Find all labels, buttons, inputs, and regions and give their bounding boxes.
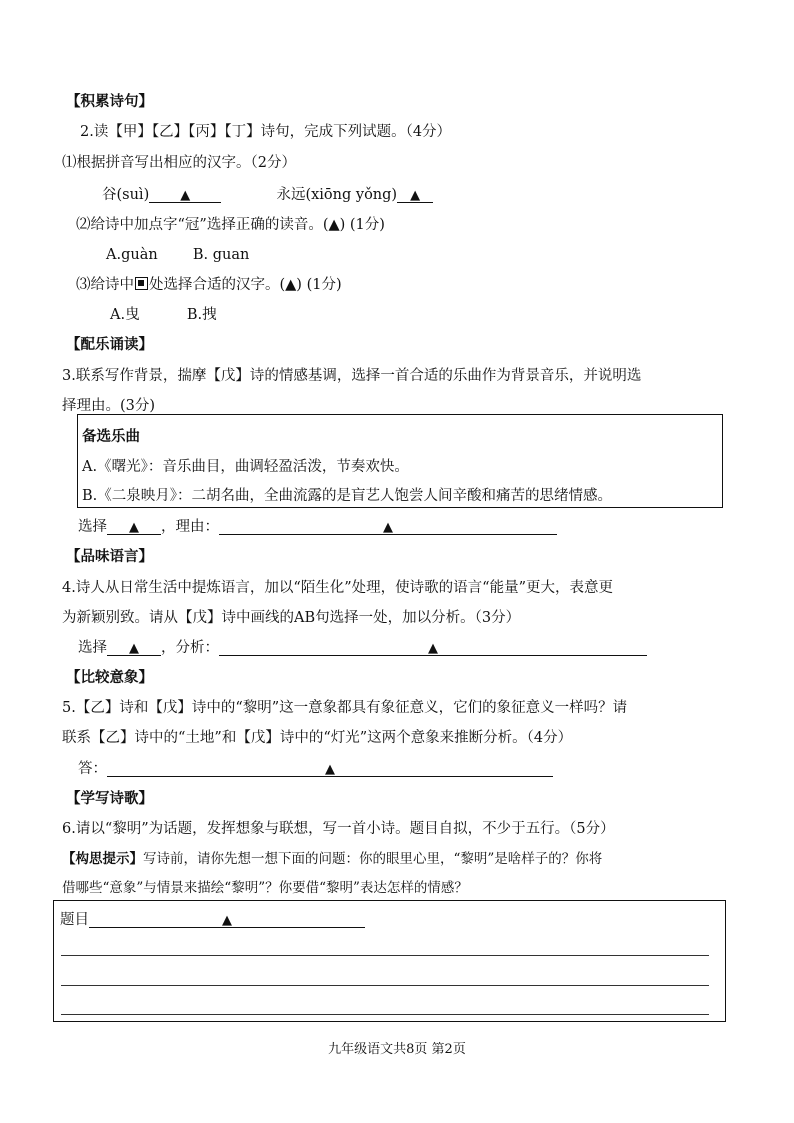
choice-blank[interactable]	[107, 638, 161, 656]
q2-part1: ⑴根据拼音写出相应的汉字。（2分）	[62, 155, 296, 171]
q2-part3-options	[110, 305, 217, 325]
blank-triangle-icon: ▲	[428, 641, 438, 656]
section-heading: 【品味语言】	[66, 548, 153, 565]
section-heading: 【比较意象】	[66, 669, 153, 686]
q6-hint2: 借哪些“意象”与情景来描绘“黎明”？你要借“黎明”表达怎样的情感？	[62, 880, 468, 896]
q4-answer-row	[78, 638, 647, 658]
q2-part3-text: ⑶给诗中	[76, 277, 134, 293]
q2-part2-options	[106, 245, 249, 265]
blank-triangle-icon: ▲	[383, 520, 393, 535]
q2-part3-text2: 处选择合适的汉字。(▲) (1分)	[149, 277, 342, 293]
q5-line2: 联系【乙】诗中的“土地”和【戊】诗中的“灯光”这两个意象来推断分析。（4分）	[62, 730, 573, 746]
blank-triangle-icon: ▲	[129, 641, 139, 656]
title-row	[60, 910, 365, 930]
answer-blank[interactable]	[149, 185, 221, 203]
section-heading: 【配乐诵读】	[66, 336, 153, 353]
q2-title: 2.读【甲】【乙】【丙】【丁】诗句，完成下列试题。（4分）	[80, 124, 452, 140]
box-title: 备选乐曲	[82, 428, 140, 445]
q6-line1: 6.请以“黎明”为话题，发挥想象与联想，写一首小诗。题目自拟，不少于五行。（5分）	[62, 821, 615, 837]
q4-line2: 为新颖别致。请从【戊】诗中画线的AB句选择一处，加以分析。（3分）	[62, 610, 521, 626]
page-footer: 九年级语文共8页 第2页	[328, 1042, 466, 1057]
music-option-b: B.《二泉映月》：二胡名曲，全曲流露的是盲艺人饱尝人间辛酸和痛苦的思绪情感。	[82, 488, 613, 504]
blank-triangle-icon: ▲	[222, 913, 232, 928]
q5-line1: 5.【乙】诗和【戊】诗中的“黎明”这一意象都具有象征意义，它们的象征意义一样吗？请	[62, 700, 628, 716]
q2-word1: 谷(suì)	[102, 187, 150, 203]
q2-part3	[76, 275, 342, 295]
option-b[interactable]: B. guan	[192, 247, 250, 263]
writing-line[interactable]	[61, 1014, 709, 1015]
reason-blank[interactable]	[219, 517, 557, 535]
q5-answer-row	[78, 759, 553, 779]
choice-blank[interactable]	[107, 517, 161, 535]
section-heading: 【学写诗歌】	[66, 790, 153, 807]
title-label: 题目	[60, 912, 89, 928]
title-blank[interactable]	[89, 910, 365, 928]
answer-blank[interactable]	[107, 759, 553, 777]
q2-word2: 永远(xiōng yǒng)	[276, 187, 398, 203]
choose-label: 选择	[78, 519, 107, 535]
blank-triangle-icon: ▲	[410, 188, 421, 203]
reason-label: ，理由：	[161, 519, 219, 535]
analysis-blank[interactable]	[219, 638, 647, 656]
q4-line1: 4.诗人从日常生活中提炼语言，加以“陌生化”处理，使诗歌的语言“能量”更大，表意更	[62, 580, 613, 596]
q2-pinyin-row	[102, 185, 433, 205]
blank-triangle-icon: ▲	[180, 188, 191, 203]
q3-answer-row	[78, 517, 557, 537]
blank-triangle-icon: ▲	[129, 520, 139, 535]
q3-line2: 择理由。(3分)	[62, 398, 156, 414]
writing-line[interactable]	[61, 955, 709, 956]
blank-triangle-icon: ▲	[325, 762, 335, 777]
answer-blank[interactable]	[397, 185, 433, 203]
hint-text: 写诗前，请你先想一想下面的问题：你的眼里心里，“黎明”是啥样子的？你将	[143, 851, 603, 867]
hint-label: 【构思提示】	[62, 851, 143, 867]
option-a[interactable]: A.曳	[110, 307, 140, 323]
analysis-label: ，分析：	[161, 640, 219, 656]
option-b[interactable]: B.拽	[186, 307, 217, 323]
q6-hint1	[62, 849, 602, 869]
section-heading: 【积累诗句】	[66, 93, 153, 110]
blank-box-icon	[135, 277, 148, 290]
choose-label: 选择	[78, 640, 107, 656]
q2-part2: ⑵给诗中加点字“冠”选择正确的读音。(▲) (1分)	[76, 217, 385, 233]
music-option-a: A.《曙光》：音乐曲目，曲调轻盈活泼，节奏欢快。	[82, 459, 409, 475]
option-a[interactable]: A.guàn	[106, 247, 158, 263]
answer-label: 答：	[78, 761, 107, 777]
writing-line[interactable]	[61, 985, 709, 986]
q3-line1: 3.联系写作背景，揣摩【戊】诗的情感基调，选择一首合适的乐曲作为背景音乐，并说明选	[62, 368, 642, 384]
